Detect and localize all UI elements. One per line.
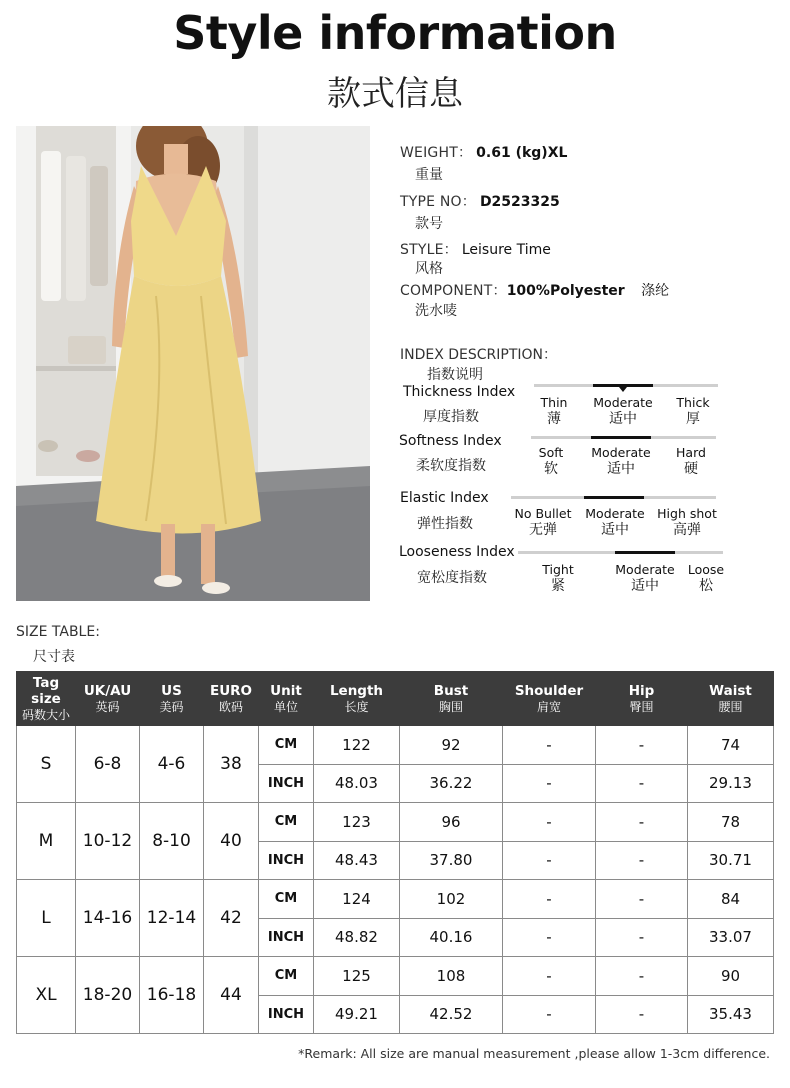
cell-shoulder: -	[503, 726, 596, 765]
header-length: Length 长度	[314, 672, 400, 726]
elastic-option-no-bullet: No Bullet 无弹	[514, 506, 572, 538]
cell-hip: -	[596, 995, 688, 1034]
cell-us: 4-6	[140, 726, 204, 803]
softness-index-cn: 柔软度指数	[416, 458, 486, 474]
type-row	[400, 191, 560, 211]
cell-bust: 37.80	[400, 841, 503, 880]
cell-hip: -	[596, 764, 688, 803]
cell-shoulder: -	[503, 957, 596, 996]
cell-tag-size: M	[17, 803, 76, 880]
cell-euro: 38	[204, 726, 259, 803]
weight-value: 0.61 (kg)XL	[476, 145, 568, 161]
type-label: TYPE NO：	[400, 194, 476, 210]
cell-waist: 35.43	[688, 995, 774, 1034]
elastic-option-high-shot: High shot 高弹	[657, 506, 717, 538]
index-description-title: INDEX DESCRIPTION：	[400, 347, 558, 363]
cell-shoulder: -	[503, 803, 596, 842]
cell-euro: 42	[204, 880, 259, 957]
thickness-option-thick: Thick 厚	[676, 395, 710, 427]
cell-hip: -	[596, 918, 688, 957]
cell-waist: 29.13	[688, 764, 774, 803]
cell-length: 125	[314, 957, 400, 996]
cell-hip: -	[596, 726, 688, 765]
thickness-option-moderate: Moderate 适中	[593, 395, 653, 427]
cell-bust: 40.16	[400, 918, 503, 957]
cell-uk-au: 10-12	[76, 803, 140, 880]
style-label: STYLE：	[400, 242, 458, 258]
weight-row	[400, 142, 567, 162]
cell-uk-au: 14-16	[76, 880, 140, 957]
cell-us: 8-10	[140, 803, 204, 880]
cell-hip: -	[596, 880, 688, 919]
cell-shoulder: -	[503, 764, 596, 803]
component-value: 100%Polyester	[506, 283, 625, 299]
cell-shoulder: -	[503, 918, 596, 957]
softness-option-hard: Hard 硬	[676, 445, 706, 477]
looseness-index-cn: 宽松度指数	[417, 570, 487, 586]
size-table-title: SIZE TABLE:	[16, 624, 100, 640]
cell-tag-size: XL	[17, 957, 76, 1034]
cell-unit-cm: CM	[259, 726, 314, 765]
cell-hip: -	[596, 803, 688, 842]
header-unit: Unit 单位	[259, 672, 314, 726]
cell-shoulder: -	[503, 880, 596, 919]
cell-us: 16-18	[140, 957, 204, 1034]
cell-waist: 90	[688, 957, 774, 996]
size-table-title-cn: 尺寸表	[33, 649, 75, 665]
header-waist: Waist 腰围	[688, 672, 774, 726]
component-cn: 洗水唛	[415, 303, 457, 319]
cell-shoulder: -	[503, 841, 596, 880]
product-photo	[16, 126, 370, 601]
component-label: COMPONENT：	[400, 283, 507, 299]
looseness-option-moderate: Moderate 适中	[615, 562, 675, 594]
cell-waist: 84	[688, 880, 774, 919]
cell-hip: -	[596, 841, 688, 880]
looseness-bar-selected	[615, 551, 675, 554]
cell-waist: 30.71	[688, 841, 774, 880]
cell-shoulder: -	[503, 995, 596, 1034]
thickness-index-cn: 厚度指数	[423, 409, 479, 425]
cell-unit-cm: CM	[259, 803, 314, 842]
looseness-index-name: Looseness Index	[399, 544, 515, 560]
cell-bust: 96	[400, 803, 503, 842]
cell-length: 48.82	[314, 918, 400, 957]
elastic-bar-selected	[584, 496, 644, 499]
component-extra: 涤纶	[641, 283, 670, 299]
softness-index-name: Softness Index	[399, 433, 502, 449]
table-row	[17, 803, 774, 842]
header-bust: Bust 胸围	[400, 672, 503, 726]
table-row	[17, 880, 774, 919]
remark-note: *Remark: All size are manual measurement ,please allow 1-3cm difference.	[298, 1046, 770, 1061]
cell-unit-inch: INCH	[259, 764, 314, 803]
page-title-cn: 款式信息	[327, 74, 463, 114]
softness-option-moderate: Moderate 适中	[591, 445, 651, 477]
style-value: Leisure Time	[461, 242, 551, 258]
cell-length: 49.21	[314, 995, 400, 1034]
cell-uk-au: 18-20	[76, 957, 140, 1034]
cell-euro: 44	[204, 957, 259, 1034]
cell-bust: 36.22	[400, 764, 503, 803]
cell-length: 122	[314, 726, 400, 765]
type-cn: 款号	[415, 216, 443, 232]
cell-unit-cm: CM	[259, 880, 314, 919]
header-shoulder: Shoulder 肩宽	[503, 672, 596, 726]
style-cn: 风格	[415, 261, 443, 277]
page-title: Style information	[173, 6, 617, 60]
cell-euro: 40	[204, 803, 259, 880]
cell-bust: 102	[400, 880, 503, 919]
softness-option-soft: Soft 软	[538, 445, 564, 477]
weight-label: WEIGHT：	[400, 145, 473, 161]
cell-bust: 42.52	[400, 995, 503, 1034]
cell-bust: 92	[400, 726, 503, 765]
cell-bust: 108	[400, 957, 503, 996]
elastic-option-moderate: Moderate 适中	[585, 506, 645, 538]
softness-bar-selected	[591, 436, 651, 439]
index-description-cn: 指数说明	[427, 367, 483, 383]
cell-unit-inch: INCH	[259, 841, 314, 880]
header-us: US 美码	[140, 672, 204, 726]
size-table	[16, 671, 774, 1034]
type-value: D2523325	[479, 194, 560, 210]
weight-cn: 重量	[415, 167, 443, 183]
looseness-option-loose: Loose 松	[687, 562, 725, 594]
header-uk-au: UK/AU 英码	[76, 672, 140, 726]
header-euro: EURO 欧码	[204, 672, 259, 726]
cell-unit-cm: CM	[259, 957, 314, 996]
cell-waist: 78	[688, 803, 774, 842]
component-row	[400, 280, 669, 300]
table-row	[17, 726, 774, 765]
header-tag-size: Tag size 码数大小	[17, 672, 76, 726]
cell-unit-inch: INCH	[259, 995, 314, 1034]
cell-length: 124	[314, 880, 400, 919]
elastic-index-name: Elastic Index	[400, 490, 489, 506]
style-row	[400, 239, 551, 259]
elastic-index-cn: 弹性指数	[417, 516, 473, 532]
cell-tag-size: S	[17, 726, 76, 803]
header-hip: Hip 臀围	[596, 672, 688, 726]
table-row	[17, 957, 774, 996]
cell-waist: 74	[688, 726, 774, 765]
cell-hip: -	[596, 957, 688, 996]
thickness-option-thin: Thin 薄	[540, 395, 568, 427]
size-table-header	[17, 672, 774, 726]
cell-waist: 33.07	[688, 918, 774, 957]
thickness-marker-icon	[619, 387, 627, 392]
cell-unit-inch: INCH	[259, 918, 314, 957]
looseness-option-tight: Tight 紧	[542, 562, 574, 594]
cell-length: 48.43	[314, 841, 400, 880]
cell-tag-size: L	[17, 880, 76, 957]
cell-length: 48.03	[314, 764, 400, 803]
thickness-index-name: Thickness Index	[403, 384, 516, 400]
cell-uk-au: 6-8	[76, 726, 140, 803]
cell-length: 123	[314, 803, 400, 842]
cell-us: 12-14	[140, 880, 204, 957]
